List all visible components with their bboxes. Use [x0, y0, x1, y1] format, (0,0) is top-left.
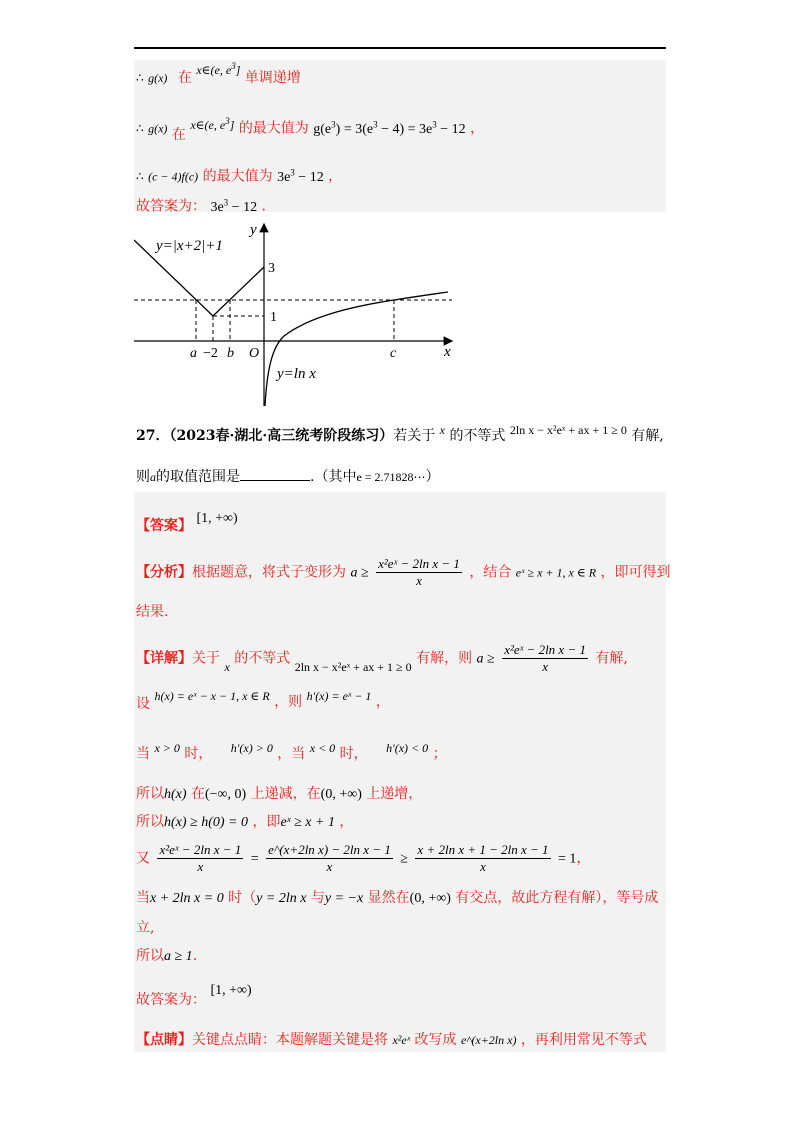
answer-blank: [240, 466, 310, 481]
detail-line7: 当x + 2ln x = 0 时（y = 2ln x 与y = −x 显然在(0, +∞) 有交点，故此方程有解），等号成: [136, 890, 659, 906]
graph-svg: [134, 220, 456, 408]
label-x: x: [444, 344, 451, 360]
detail-line8: 立,: [136, 920, 155, 936]
dianjing-line: 【点睛】关键点点睛：本题解题关键是将 x²eˣ 改写成 e^(x+2ln x) ，再利用常见不等式: [136, 1032, 647, 1048]
q27-line2: 则a的取值范围是 .（其中e = 2.71828⋯）: [136, 466, 440, 487]
ln-curve: [265, 292, 448, 406]
detail-fraction-b: $\frac{\text{e\textasciicircum{}(x+2ln x) − 2ln x − 1}}{x}$: [268, 842, 391, 874]
tick-minus2: −2: [203, 346, 218, 361]
answer-line: 【答案】 [1, +∞): [136, 511, 238, 534]
detail-fraction-1: $\frac{\text{x²eˣ − 2ln x − 1}}{x}$: [504, 642, 586, 674]
tick-b: b: [227, 346, 234, 361]
analysis-line2: 结果.: [136, 604, 169, 620]
tick-1: 1: [270, 310, 277, 325]
line-final-answer-26: 故答案为： $3e^3 - 12$ .: [136, 197, 266, 215]
line-product-max: ∴ (c − 4)f(c) 的最大值为 $3e^3 - 12$ ，: [136, 167, 343, 185]
detail-line9: 所以a ≥ 1.: [136, 948, 198, 964]
analysis-line1: 【分析】根据题意，将式子变形为 a ≥ $\frac{\text{x²eˣ − 2ln x − 1}}{x}$ ，结合 eˣ ≥ x + 1, x ∈ R ，即可得到: [136, 556, 671, 588]
tick-a: a: [190, 346, 197, 361]
detail-line1: 【详解】关于 x 的不等式 2ln x − x²eˣ + ax + 1 ≥ 0 有解，则 a ≥ $\frac{\text{x²eˣ − 2ln x − 1}}{x}$ 有解,: [136, 642, 628, 674]
tick-c: c: [390, 346, 397, 361]
detail-fraction-c: $\frac{\text{x + 2ln x + 1 − 2ln x − 1}}{x}$: [417, 842, 549, 874]
line-maximum: ∴ g(x) 在 x∈(e, $e^3$] 的最大值为 $g(e^3) = 3(e^3 - 4) = 3e^3 - 12$ ，: [136, 115, 485, 143]
detail-line5: 所以h(x) ≥ h(0) = 0 ，即eˣ ≥ x + 1 ，: [136, 814, 354, 830]
label-y: y: [250, 222, 257, 238]
function-graph: [134, 220, 456, 408]
analysis-fraction: $\frac{\text{x²eˣ − 2ln x − 1}}{x}$: [378, 556, 460, 588]
detail-line4: 所以h(x) 在(−∞, 0) 上递减，在(0, +∞) 上递增，: [136, 786, 423, 802]
q27-line1: 27．（2023春·湖北·高三统考阶段练习）若关于 x 的不等式 2ln x − x²eˣ + ax + 1 ≥ 0 有解,: [136, 423, 664, 444]
label-ln: y=ln x: [277, 366, 316, 382]
detail-line10: 故答案为： [1, +∞): [136, 983, 252, 1008]
detail-fraction-a: $\frac{\text{x²eˣ − 2ln x − 1}}{x}$: [159, 842, 242, 874]
detail-line3: 当 x > 0 时， h′(x) > 0 ，当 x < 0 时， h′(x) < 0 ；: [136, 741, 447, 762]
line-monotonic: ∴ g(x) 在 x∈(e, $e^3$] 单调递增: [136, 61, 301, 86]
tick-O: O: [249, 346, 260, 361]
label-abs: y=|x+2|+1: [156, 238, 223, 254]
tick-3: 3: [268, 261, 275, 276]
detail-line2: 设 h(x) = eˣ − x − 1, x ∈ R ，则 h′(x) = eˣ − 1 ，: [136, 689, 390, 712]
detail-line6: 又 $\frac{\text{x²eˣ − 2ln x − 1}}{x}$ = $\frac{\text{e\textasciicircum{}(x+2ln x) − 2ln x − 1}}{x}$ ≥ $\frac{\text{x + 2ln x + 1 − 2ln x − 1}}{x}$ = 1，: [136, 842, 591, 874]
header-rule: [134, 47, 666, 49]
